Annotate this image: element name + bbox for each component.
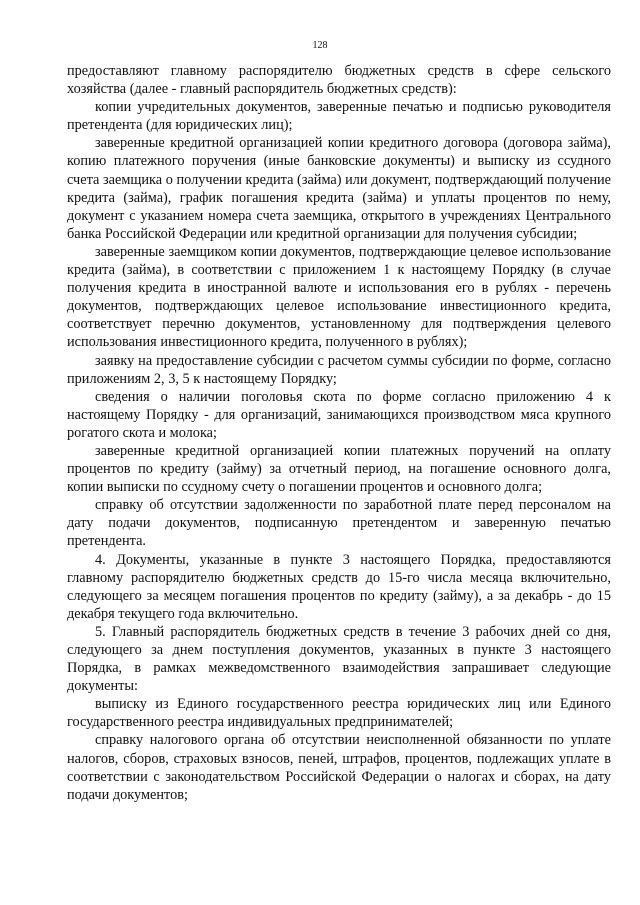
paragraph: 4. Документы, указанные в пункте 3 настоящего Порядка, предоставляются главному распорядителю бюджетных средств до 15-го числа месяца включительно, следующего за месяцем погашения процентов по кредиту (займу), а за декабрь - до 15 декабря текущего года включительно. (67, 551, 611, 622)
page-number: 128 (312, 40, 328, 51)
paragraph: 5. Главный распорядитель бюджетных средств в течение 3 рабочих дней со дня, следующего за днем поступления документов, указанных в пункте 3 настоящего Порядка, в рамках межведомственного взаимодействия запрашивает следующие документы: (67, 623, 611, 695)
paragraph: предоставляют главному распорядителю бюджетных средств в сфере сельского хозяйства (далее - главный распорядитель бюджетных средств): (67, 63, 611, 98)
paragraph: сведения о наличии поголовья скота по форме согласно приложению 4 к настоящему Порядку - для организаций, занимающихся производством мяса крупного рогатого скота и молока; (67, 388, 611, 441)
paragraph: справку налогового органа об отсутствии неисполненной обязанности по уплате налогов, сборов, страховых взносов, пеней, штрафов, процентов, подлежащих уплате в соответствии с законодательством Российской Федерации о налогах и сборах, на дату подачи документов; (67, 732, 611, 803)
paragraph: заверенные кредитной организацией копии платежных поручений на оплату процентов по кредиту (займу) за отчетный период, на погашение основного долга, копии выписки по ссудному счету о погашении процентов и основного долга; (67, 442, 611, 496)
paragraph: заверенные заемщиком копии документов, подтверждающие целевое использование кредита (займа), в соответствии с приложением 1 к настоящему Порядку (в случае получения кредита в иностранной валюте и использования его в рублях - перечень документов, подтверждающих целевое использование инвестиционного кредита, соответствует перечню документов, установленному для подтверждения целевого использования инвестиционного кредита, полученного в рублях); (67, 243, 611, 351)
paragraph: копии учредительных документов, заверенные печатью и подписью руководителя претендента (для юридических лиц); (67, 99, 611, 134)
paragraph: заверенные кредитной организацией копии кредитного договора (договора займа), копию платежного поручения (иные банковские документы) и выписку из ссудного счета заемщика о получении кредита (займа) или документ, подтверждающий получение кредита (займа), график погашения кредита (займа) и уплаты процентов по нему, документ с указанием номера счета заемщика, открытого в учреждениях Центрального банка Российской Федерации или кредитной организации для получения субсидии; (67, 135, 611, 242)
paragraph: заявку на предоставление субсидии с расчетом суммы субсидии по форме, согласно приложениям 2, 3, 5 к настоящему Порядку; (67, 352, 611, 387)
document-body (67, 62, 611, 804)
paragraph: выписку из Единого государственного реестра юридических лиц или Единого государственного реестра индивидуальных предпринимателей; (67, 696, 611, 731)
paragraph: справку об отсутствии задолженности по заработной плате перед персоналом на дату подачи документов, подписанную претендентом и заверенную печатью претендента. (67, 497, 611, 550)
